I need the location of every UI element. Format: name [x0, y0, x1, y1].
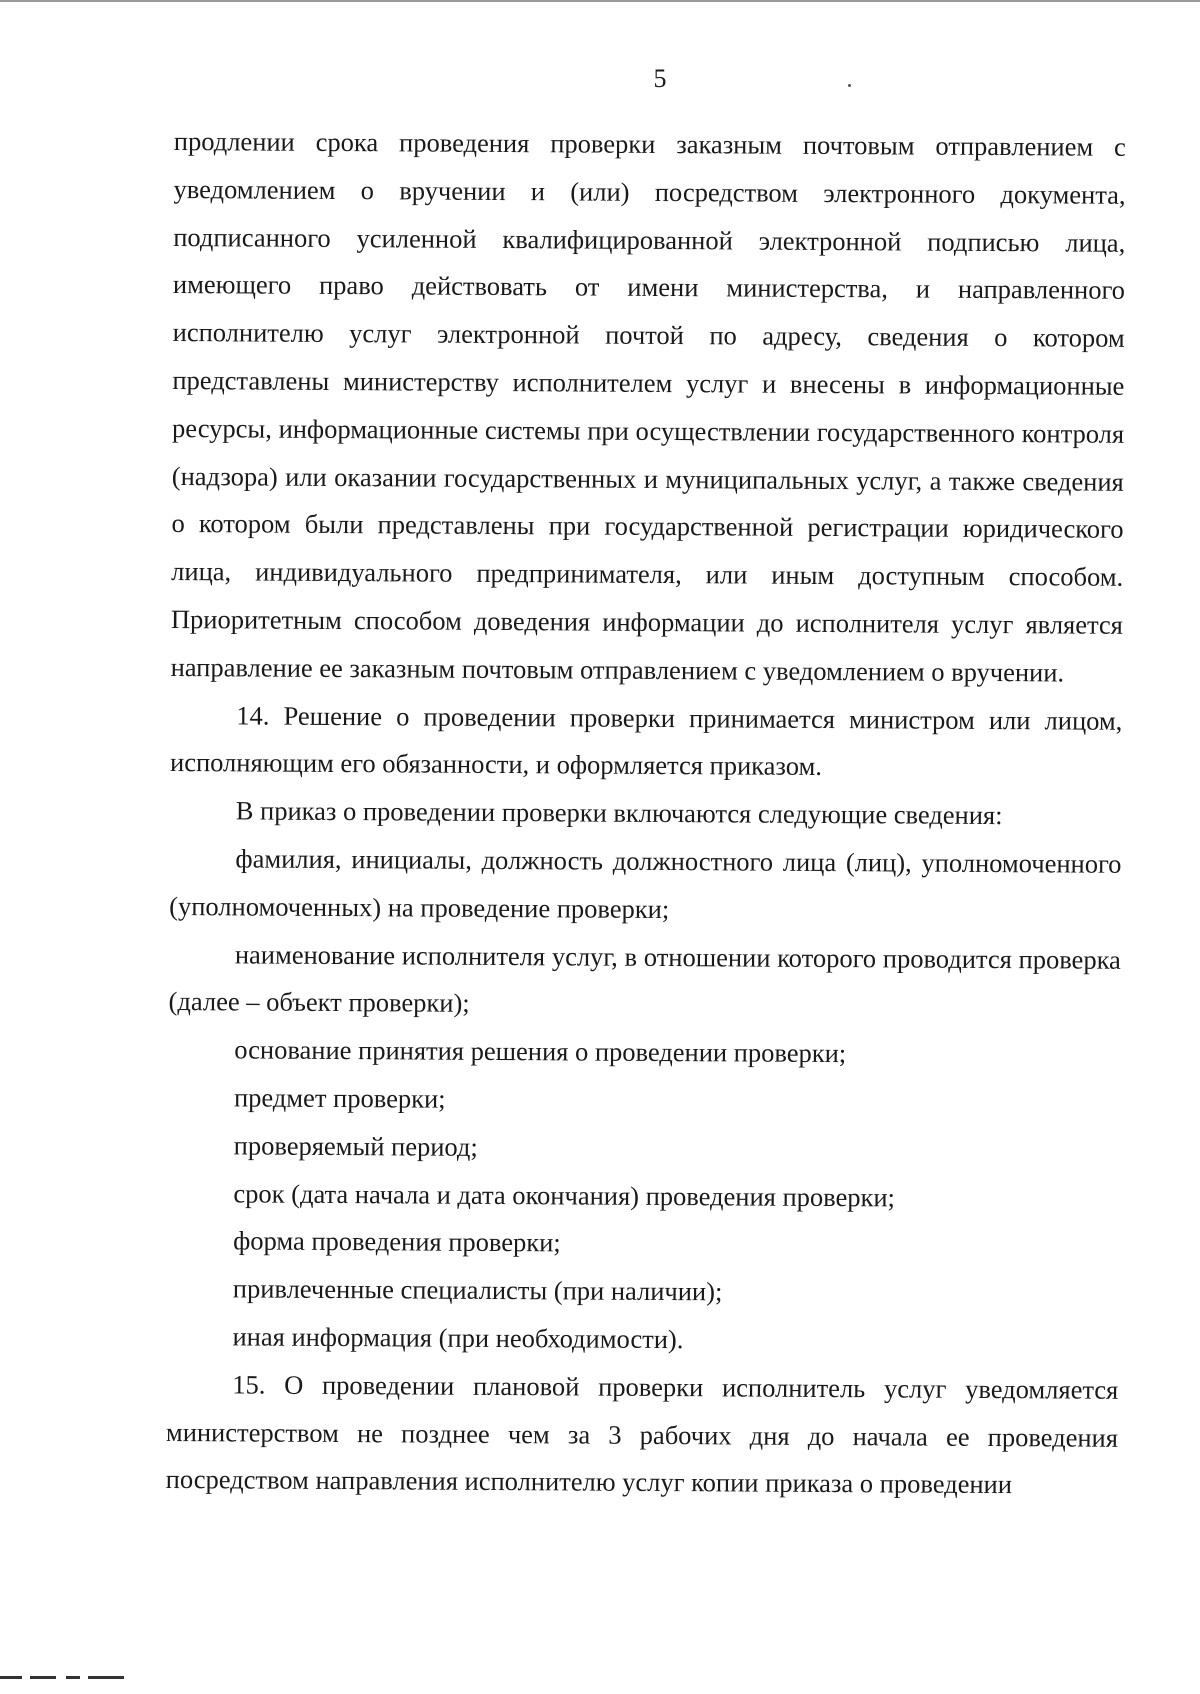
scan-top-edge [0, 0, 1200, 2]
paragraph-continuation: продлении срока проведения проверки заказным почтовым отправлением с уведомлением о вручении и (или) посредством электронного документа, подписанного усиленной квалифицированной электронной подписью лица, имеющего право действовать от имени министерства, и направленного исполнителю услуг электронной почтой по адресу, сведения о котором представлены министерству исполнителем услуг и внесены в информационные ресурсы, информационные системы при осуществлении государственного контроля (надзора) или оказании государственных и муниципальных услуг, а также сведения о котором были представлены при государственной регистрации юридического лица, индивидуального предпринимателя, или иным доступным способом. Приоритетным способом доведения информации до исполнителя услуг является направление ее заказным почтовым отправлением с уведомлением о вручении. [170, 125, 1126, 688]
page-number: 5 [653, 64, 667, 93]
list-item-other-info: иная информация (при необходимости). [232, 1321, 684, 1355]
paragraph-item-15: 15. О проведении плановой проверки исполнитель услуг уведомляется министерством не позднее чем за 3 рабочих дня до начала ее проведения посредством направления исполнителю услуг копии приказа о проведении [165, 1369, 1119, 1500]
list-item-inspector-names: фамилия, инициалы, должность должностного лица (лиц), уполномоченного (уполномоченных) на проведение проверки; [169, 843, 1122, 924]
scan-edge-marks [0, 1676, 130, 1680]
list-item-specialists: привлеченные специалисты (при наличии); [232, 1273, 723, 1307]
list-item-inspection-dates: срок (дата начала и дата окончания) проведения проверки; [233, 1177, 896, 1212]
paragraph-order-contents-intro: В приказ о проведении проверки включаются следующие сведения: [235, 795, 1003, 831]
paragraph-item-14: 14. Решение о проведении проверки принимается министром или лицом, исполняющим его обязанности, и оформляется приказом. [169, 699, 1123, 782]
list-item-inspection-form: форма проведения проверки; [233, 1225, 561, 1258]
document-body [166, 118, 1126, 1510]
list-item-service-provider-name: наименование исполнителя услуг, в отношении которого проводится проверка (далее – объект проверки); [168, 938, 1121, 1019]
list-item-inspection-subject: предмет проверки; [233, 1082, 446, 1114]
scan-speck [848, 84, 851, 87]
list-item-inspected-period: проверяемый период; [233, 1130, 478, 1162]
list-item-decision-basis: основание принятия решения о проведении проверки; [234, 1034, 847, 1069]
